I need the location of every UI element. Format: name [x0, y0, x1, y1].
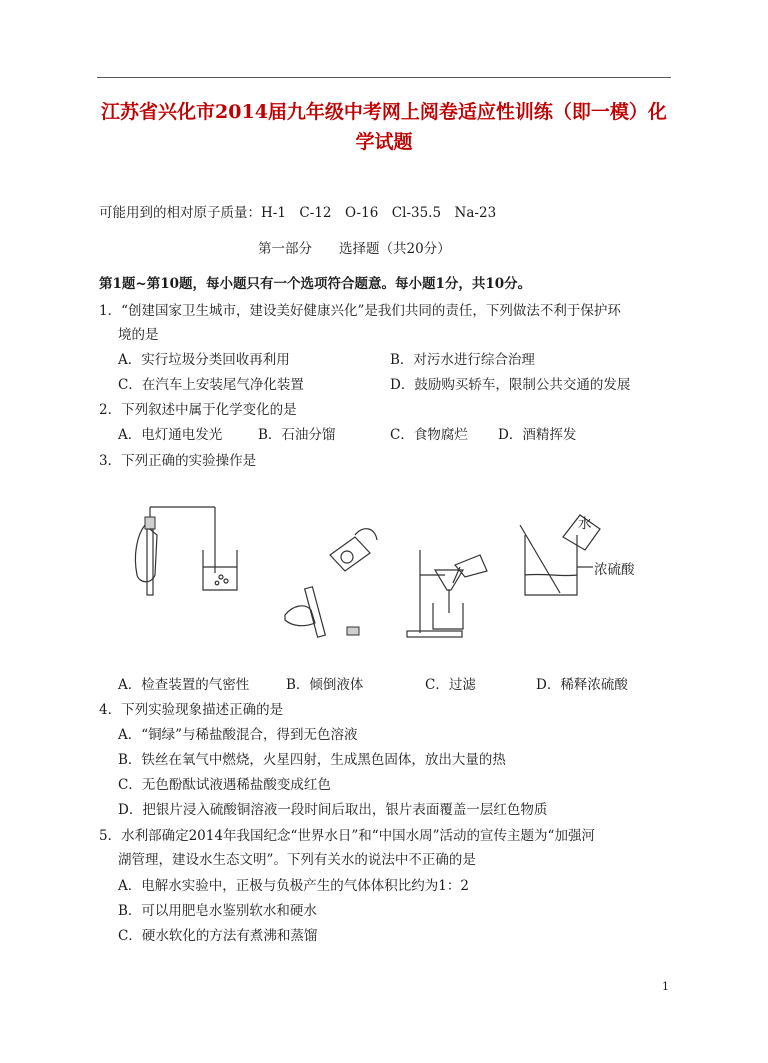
q2-option-c: C．食物腐烂 [390, 427, 468, 443]
page-number: 1 [662, 980, 669, 993]
q2-stem: 2．下列叙述中属于化学变化的是 [99, 402, 297, 418]
q2-option-a: A．电灯通电发光 [118, 427, 223, 443]
q1-option-b: B．对污水进行综合治理 [390, 352, 535, 368]
q1-option-a: A．实行垃圾分类回收再利用 [118, 352, 290, 368]
q2-option-b: B．石油分馏 [258, 427, 336, 443]
q4-option-d: D．把银片浸入硫酸铜溶液一段时间后取出，银片表面覆盖一层红色物质 [118, 802, 548, 818]
atomic-masses: 可能用到的相对原子质量：H-1 C-12 O-16 Cl-35.5 Na-23 [99, 205, 497, 221]
q3-stem: 3．下列正确的实验操作是 [99, 453, 257, 469]
q3-option-a: A．检查装置的气密性 [118, 677, 250, 693]
header-rule [97, 77, 671, 78]
section-heading: 第一部分 选择题（共20分） [258, 241, 451, 257]
q1-stem-line2: 境的是 [118, 327, 159, 343]
q3-option-d: D．稀释浓硫酸 [536, 677, 628, 693]
q4-stem: 4．下列实验现象描述正确的是 [99, 702, 284, 718]
q5-stem-line1: 5．水利部确定2014年我国纪念“世界水日”和“中国水周”活动的宣传主题为“加强河 [99, 828, 595, 844]
q3-option-c: C．过滤 [425, 677, 476, 693]
concentrated-sulfuric-acid-label: 浓硫酸 [594, 562, 635, 578]
q1-stem-line1: 1．“创建国家卫生城市，建设美好健康兴化”是我们共同的责任，下列做法不利于保护环 [99, 303, 621, 319]
q1-option-d: D．鼓励购买轿车，限制公共交通的发展 [390, 377, 631, 393]
instruction: 第1题~第10题，每小题只有一个选项符合题意。每小题1分，共10分。 [99, 276, 532, 292]
water-label: 水 [578, 516, 592, 532]
q4-option-a: A．“铜绿”与稀盐酸混合，得到无色溶液 [118, 727, 358, 743]
q1-option-c: C．在汽车上安装尾气净化装置 [118, 377, 304, 393]
filtration-illustration [407, 550, 487, 637]
pouring-liquid-illustration [285, 529, 377, 638]
q2-option-d: D．酒精挥发 [498, 427, 577, 443]
q3-option-b: B．倾倒液体 [286, 677, 364, 693]
q5-option-c: C．硬水软化的方法有煮沸和蒸馏 [118, 928, 318, 944]
q5-stem-line2: 湖管理，建设水生态文明”。下列有关水的说法中不正确的是 [118, 852, 476, 868]
lab-apparatus-figure [115, 495, 635, 645]
airtightness-check-illustration [135, 507, 237, 595]
q5-option-b: B．可以用肥皂水鉴别软水和硬水 [118, 903, 317, 919]
document-title-line2: 学试题 [355, 131, 413, 153]
document-title-line1: 江苏省兴化市2014届九年级中考网上阅卷适应性训练（即一模）化 [101, 101, 667, 123]
q4-option-c: C．无色酚酞试液遇稀盐酸变成红色 [118, 777, 331, 793]
q4-option-b: B．铁丝在氧气中燃烧，火星四射，生成黑色固体，放出大量的热 [118, 752, 506, 768]
q5-option-a: A．电解水实验中，正极与负极产生的气体体积比约为1：2 [118, 878, 469, 894]
